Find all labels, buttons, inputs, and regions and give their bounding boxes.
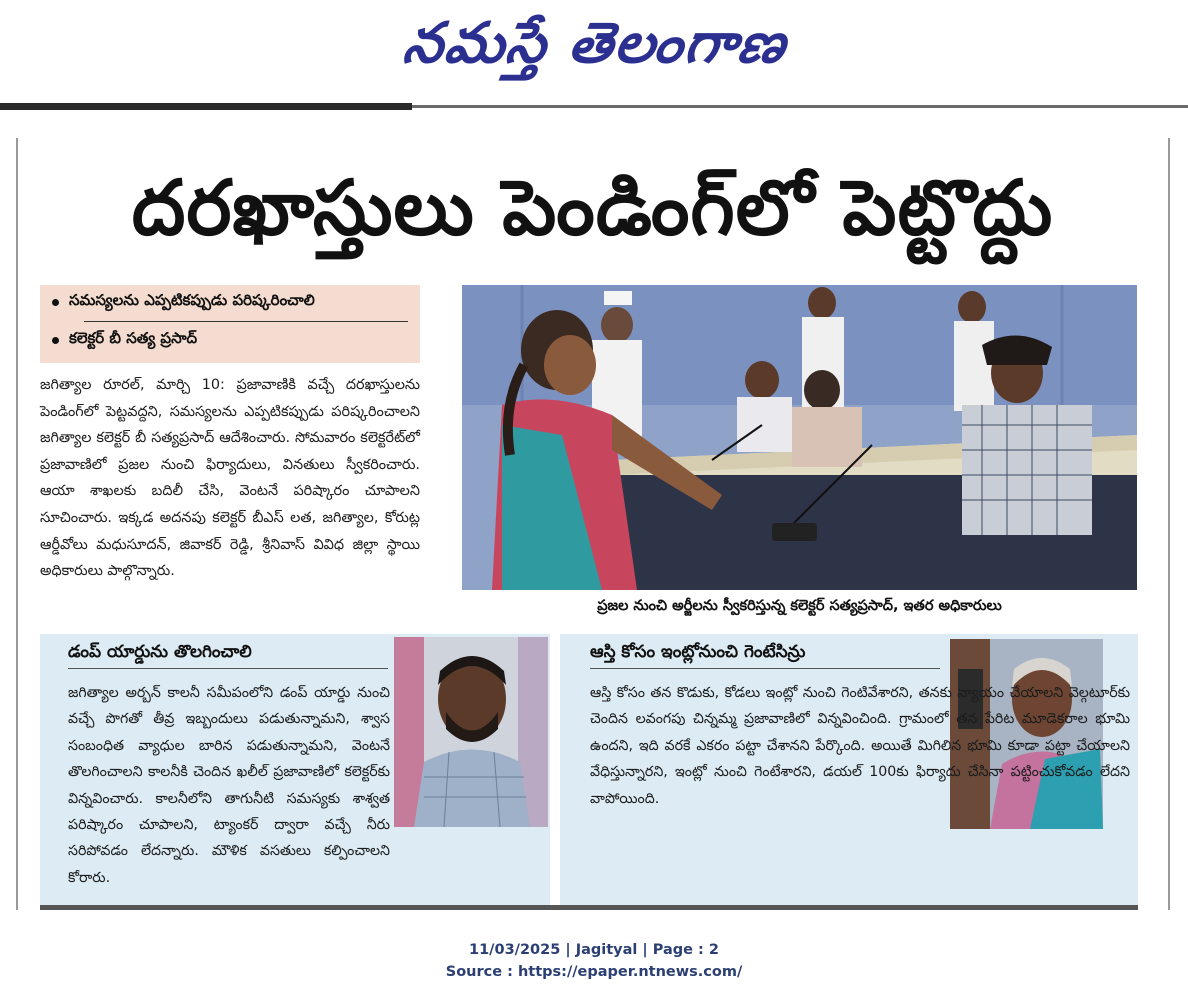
story-body: ఆస్తి కోసం తన కొడుకు, కోడలు ఇంట్లో నుంచి గెంటివేశారని, తనకు న్యాయం చేయాలని వెల్గటూర్‌కు చెందిన లవంగపు చిన్నమ్మ ప్రజావాణిలో విన్నవించింది. గ్రామంలో తన పేరిట మూడెకరాల భూమి ఉందని, ఇది వరకే ఎకరం పట్టా చేశానని పేర్కొంది. అయితే మిగిలిన భూమి కూడా పట్టా చేయాలని వేధిస్తున్నారని, ఇంట్లో నుంచి గెంటేశారని, డయల్ 100కు ఫిర్యాదు చేసినా పట్టించుకోవడం లేదని వాపోయింది. [590, 685, 1130, 807]
portrait-photo [394, 637, 548, 827]
man-portrait-illustration [394, 637, 548, 827]
footer-date-edition: 11/03/2025 | Jagityal | Page : 2 [469, 942, 719, 958]
story-title: డంప్ యార్డును తొలగించాలి [68, 642, 252, 662]
bullet-text: సమస్యలను ఎప్పటికప్పుడు పరిష్కరించాలి [69, 291, 315, 309]
bullet-item [52, 291, 315, 313]
footer-source-link[interactable]: Source : https://epaper.ntnews.com/ [445, 964, 743, 980]
masthead-rule-light [412, 105, 1188, 108]
bottom-rule [40, 905, 1138, 910]
article-headline: దరఖాస్తులు పెండింగ్‌లో పెట్టొద్దు [131, 163, 1054, 252]
bullet-divider [84, 321, 408, 322]
bullet-dot-icon [52, 299, 59, 306]
story-title-rule [590, 668, 940, 669]
highlight-bullets [40, 285, 420, 363]
story-box-right [560, 634, 1138, 910]
article-body: జగిత్యాల రూరల్, మార్చి 10: ప్రజావాణికి వచ్చే దరఖాస్తులను పెండింగ్‌లో పెట్టవద్దని, సమస్యలను ఎప్పటికప్పుడు పరిష్కరించాలని జగిత్యాల కలెక్టర్ బీ సత్యప్రసాద్ ఆదేశించారు. సోమవారం కలెక్టరేట్‌లో ప్రజావాణిలో ప్రజల నుంచి ఫిర్యాదులు, వినతులు స్వీకరించారు. ఆయా శాఖలకు బదిలీ చేసి, వెంటనే పరిష్కారం చూపాలని సూచించారు. ఇక్కడ అదనపు కలెక్టర్ బీఎస్ లత, జగిత్యాల, కోరుట్ల ఆర్డీవోలు మధుసూదన్, జివాకర్ రెడ్డి, శ్రీనివాస్ వివిధ జిల్లా స్థాయి అధికారులు పాల్గొన్నారు. [40, 377, 420, 580]
bullet-text: కలెక్టర్ బీ సత్య ప్రసాద్ [69, 329, 198, 347]
photo-caption: ప్రజల నుంచి అర్జీలను స్వీకరిస్తున్న కలెక్టర్ సత్యప్రసాద్, ఇతర అధికారులు [597, 598, 1002, 614]
article-photo [462, 285, 1137, 590]
article-frame-right [1168, 138, 1170, 910]
story-body: జగిత్యాల అర్బన్ కాలనీ సమీపంలోని డంప్ యార్డు నుంచి వచ్చే పొగతో తీవ్ర ఇబ్బందులు పడుతున్నామని, శ్వాస సంబంధిత వ్యాధుల బారిన పడుతున్నామని, వెంటనే తొలగించాలని కాలనీకి చెందిన ఖలీల్ ప్రజావాణిలో కలెక్టర్‌కు విన్నవించారు. కాలనీలోని తాగునీటి సమస్యకు శాశ్వత పరిష్కారం చూపాలని, ట్యాంకర్ ద్వారా వచ్చే నీరు సరిపోవడం లేదన్నారు. మౌళిక వసతులు కల్పించాలని కోరారు. [68, 685, 390, 886]
photo-illustration [462, 285, 1137, 590]
bullet-item [52, 329, 197, 351]
article-frame-left [16, 138, 18, 910]
bullet-dot-icon [52, 337, 59, 344]
story-box-left [40, 634, 550, 910]
story-title-rule [68, 668, 388, 669]
story-title: ఆస్తి కోసం ఇంట్లోనుంచి గెంటేసిన్రు [590, 642, 806, 662]
masthead-rule-dark [0, 103, 412, 110]
newspaper-masthead [0, 0, 1188, 100]
masthead-title: నమస్తే తెలంగాణ [398, 10, 791, 76]
